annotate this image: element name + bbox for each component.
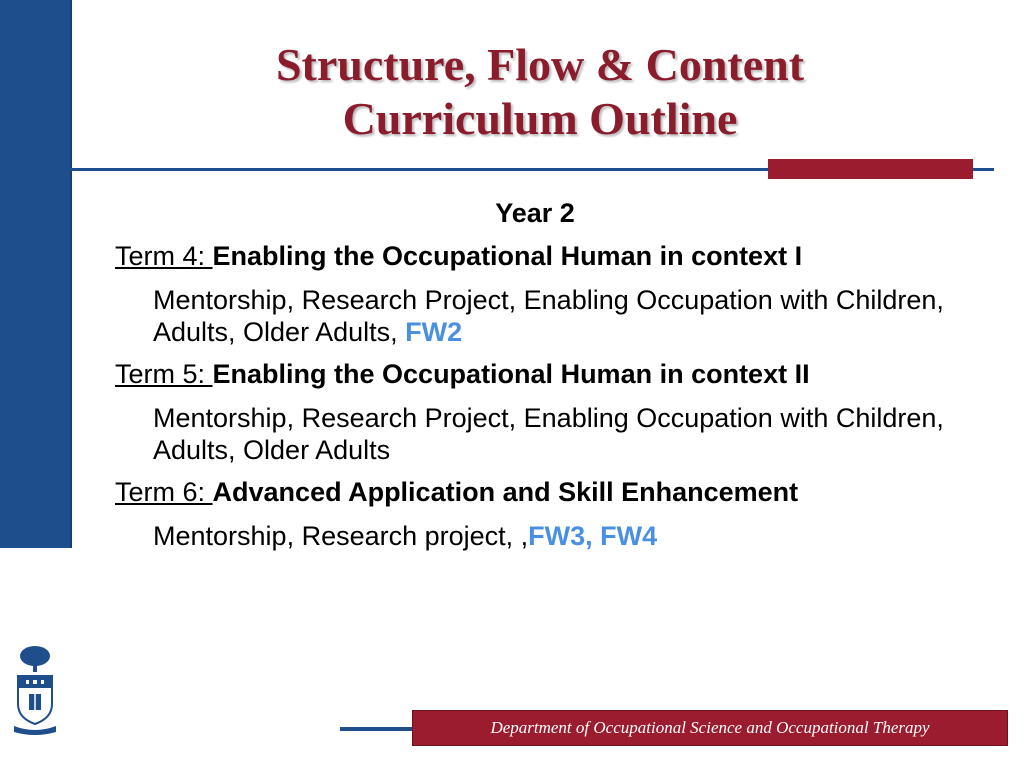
fieldwork-highlight: FW2: [405, 317, 463, 347]
term-label: Term 5:: [115, 359, 213, 389]
term-label: Term 4:: [115, 241, 213, 271]
term-detail-text: Mentorship, Research project, ,: [153, 521, 529, 551]
title-line-1: Structure, Flow & Content: [275, 39, 805, 90]
title-line-2: Curriculum Outline: [342, 93, 738, 144]
term-detail-text: Mentorship, Research Project, Enabling Occupation with Children, Adults, Older Adults,: [153, 285, 944, 347]
term-detail-5: [115, 402, 955, 466]
term-detail-6: [115, 520, 955, 552]
term-name: Advanced Application and Skill Enhancement: [212, 477, 799, 507]
left-sidebar-bar: [0, 0, 72, 548]
title-accent-bar: [768, 159, 973, 179]
term-detail-text: Mentorship, Research Project, Enabling Occupation with Children, Adults, Older Adults: [153, 403, 944, 465]
term-heading-4: [115, 240, 955, 272]
term-heading-6: [115, 476, 955, 508]
term-name: Enabling the Occupational Human in context I: [212, 241, 803, 271]
term-detail-4: [115, 284, 955, 348]
year-heading: Year 2: [495, 198, 575, 228]
university-crest-icon: [12, 642, 58, 738]
fieldwork-highlight: FW3, FW4: [528, 521, 658, 551]
slide-content: [115, 196, 955, 562]
footer-text: Department of Occupational Science and Occupational Therapy: [490, 718, 930, 737]
footer-banner: [412, 710, 1008, 746]
term-label: Term 6:: [115, 477, 213, 507]
footer-divider: [340, 727, 420, 731]
slide-title: [80, 38, 1000, 146]
term-name: Enabling the Occupational Human in context II: [212, 359, 810, 389]
term-heading-5: [115, 358, 955, 390]
